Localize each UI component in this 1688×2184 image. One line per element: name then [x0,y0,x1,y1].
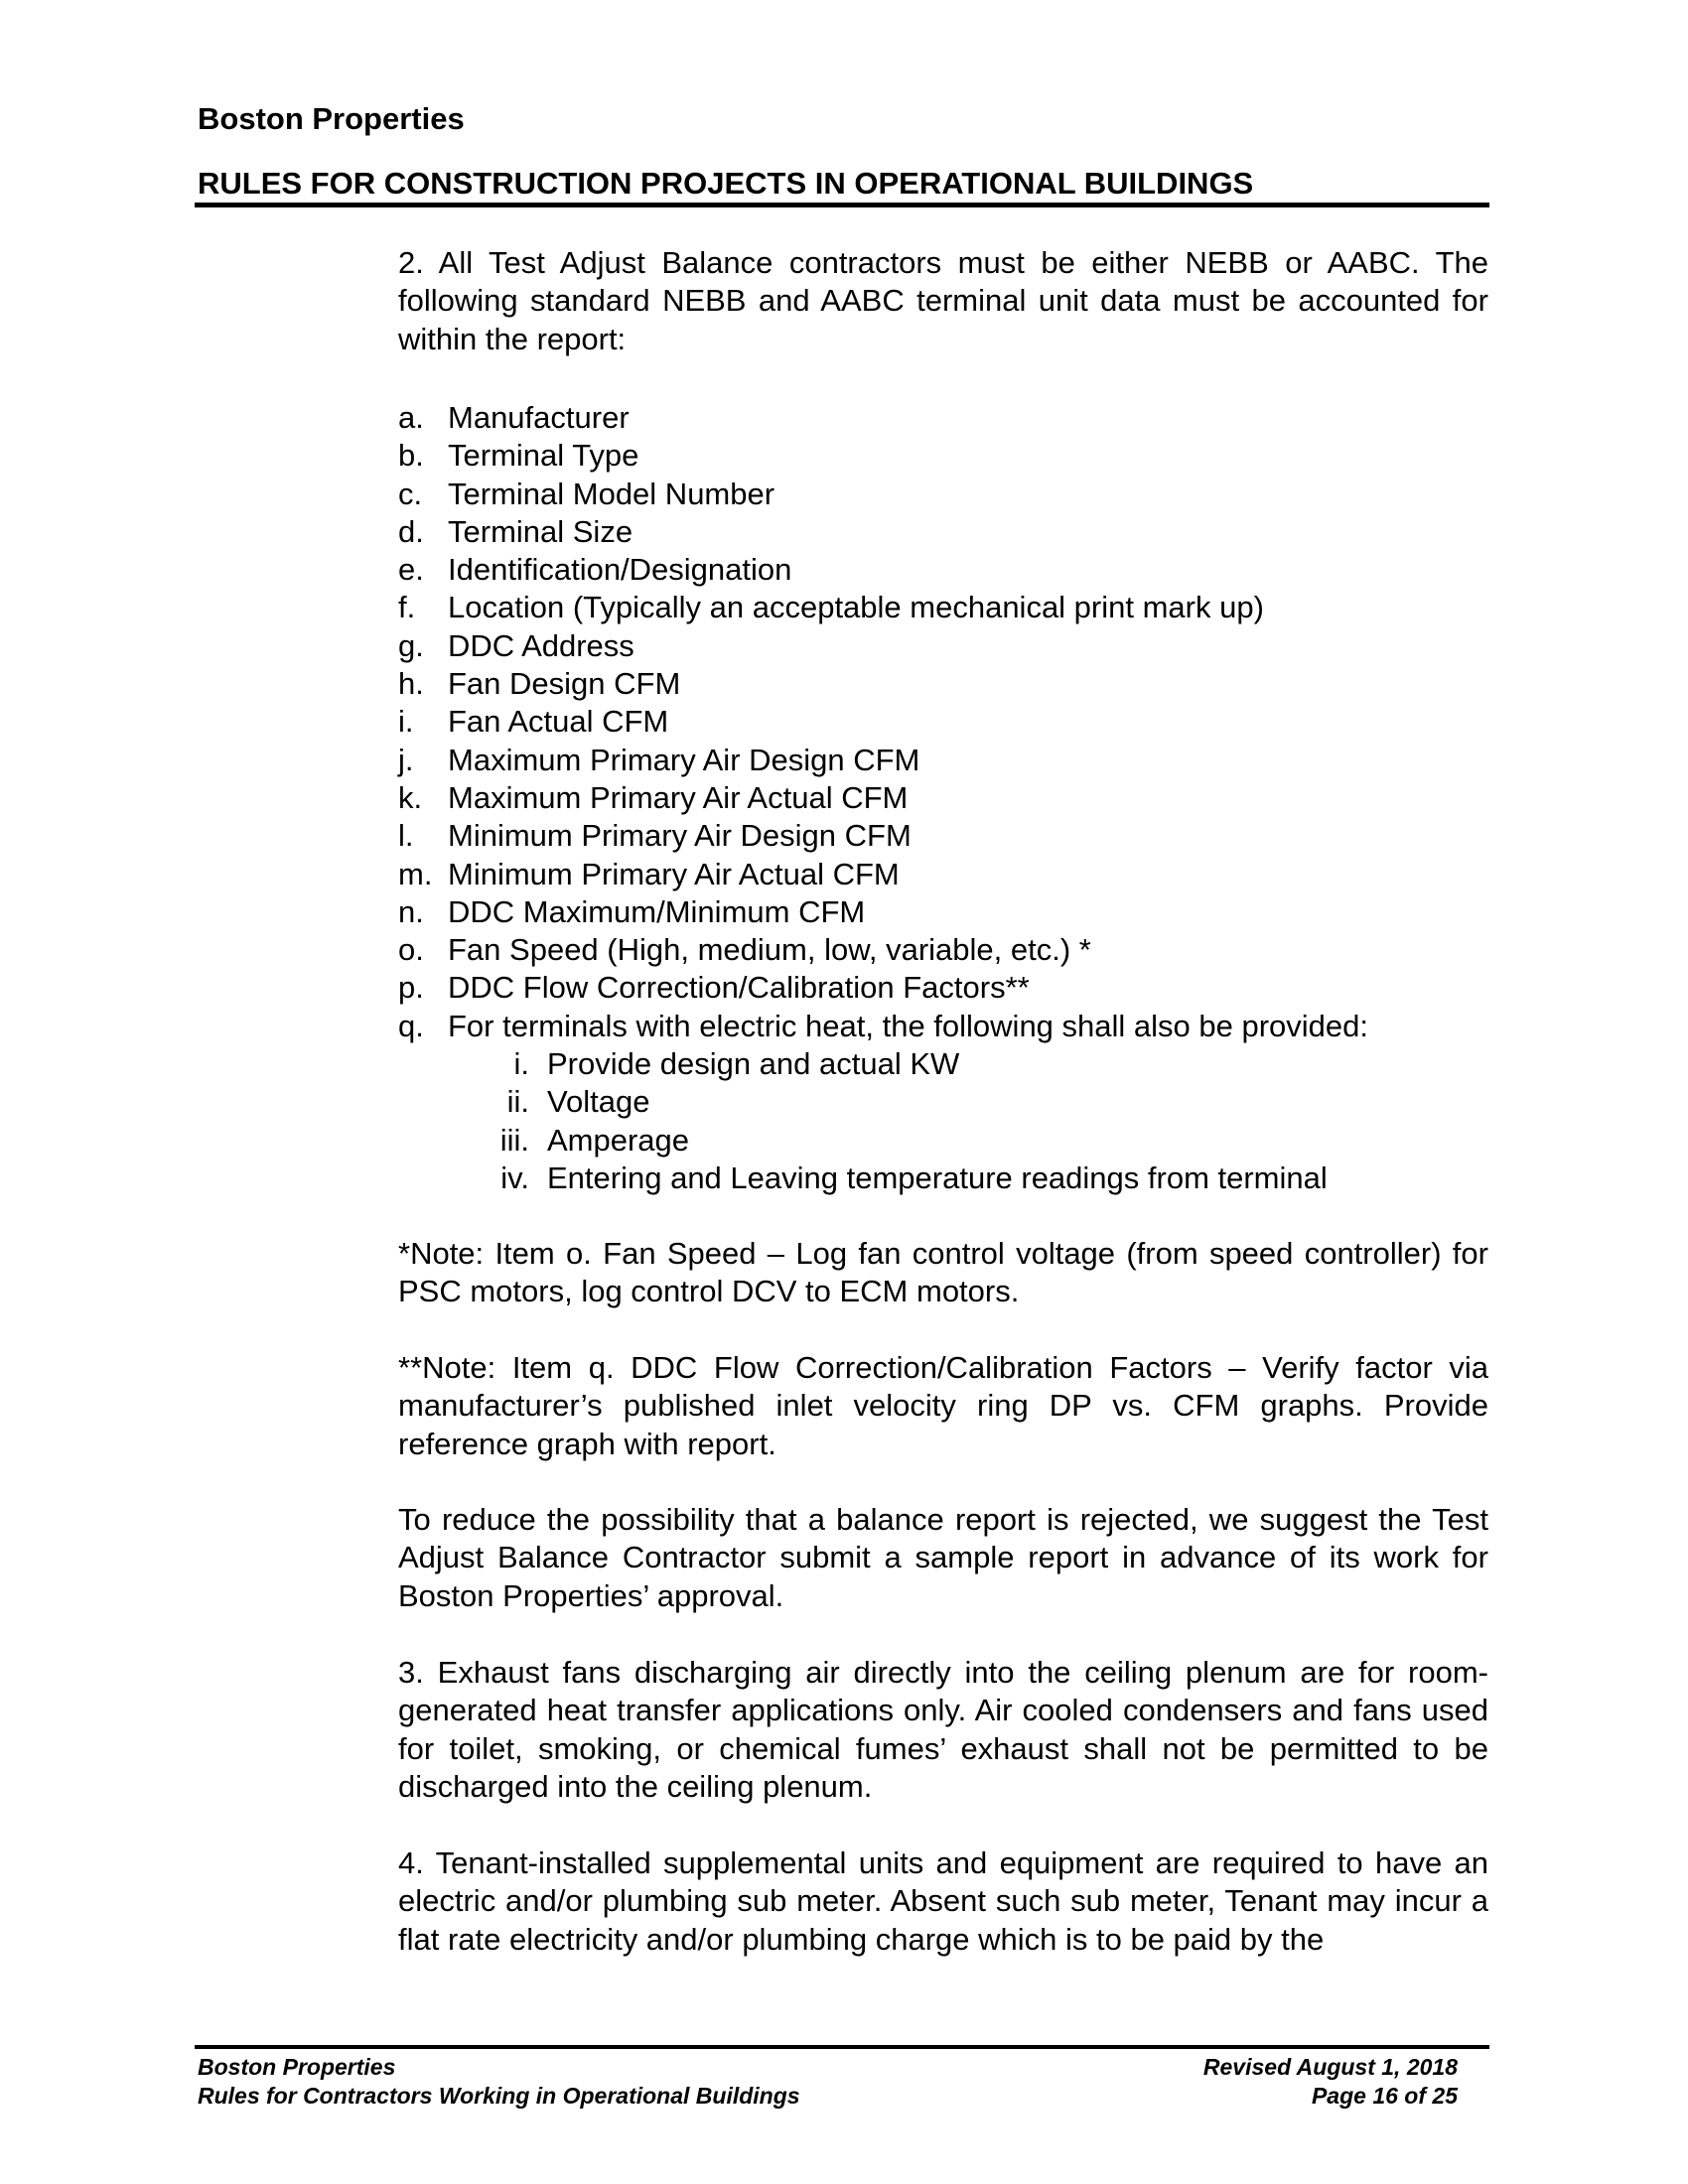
list-item-text: Fan Actual CFM [448,704,669,740]
list-item-label: d. [398,513,424,549]
list-item-text: Maximum Primary Air Design CFM [448,742,920,777]
list-item [398,817,1488,855]
sub-list-item-label: i. [513,1046,529,1082]
list-item-label: k. [398,779,423,815]
footer-doc-name: Rules for Contractors Working in Operational Buildings [198,2083,800,2109]
list-item [398,893,1488,931]
list-item [398,1008,1488,1045]
sub-list-item-text: Voltage [547,1084,650,1120]
list-item-text: Terminal Model Number [448,476,775,511]
sub-list-item [398,1045,1488,1083]
sub-list-item-text: Entering and Leaving temperature readings from terminal [547,1160,1328,1195]
list-item [398,779,1488,817]
sample-report-section [398,1501,1488,1615]
list-item-text: Minimum Primary Air Design CFM [448,818,912,854]
sub-list-item [398,1122,1488,1160]
intro-section [398,244,1488,358]
exhaust-fans-section [398,1654,1488,1806]
sub-meter-section [398,1844,1488,1959]
list-item-text: For terminals with electric heat, the following shall also be provided: [448,1008,1369,1043]
list-item [398,627,1488,665]
footer-page-number: Page 16 of 25 [1311,2083,1458,2109]
list-item-text: Minimum Primary Air Actual CFM [448,856,900,891]
sub-meter-paragraph: 4. Tenant-installed supplemental units and equipment are required to have an electric and/or plumbing sub meter. Absent such sub meter, Tenant may incur a flat rate electricity and/or plumbing charge which is to be paid by the [398,1845,1488,1957]
list-item-label: o. [398,932,424,968]
note2-section [398,1349,1488,1463]
sub-list-item [398,1160,1488,1197]
note1-section [398,1235,1488,1311]
list-item-text: Fan Speed (High, medium, low, variable, etc.) * [448,932,1091,968]
list-item-text: Terminal Type [448,438,639,474]
list-item-label: l. [398,818,414,854]
footer-company: Boston Properties [198,2054,396,2080]
sub-list-item-label: iv. [500,1160,529,1195]
list-item-label: j. [398,742,414,777]
footer-rule [195,2045,1489,2049]
list-item-text: Manufacturer [448,400,630,435]
list-item-label: q. [398,1008,424,1043]
list-item [398,703,1488,741]
list-item-label: b. [398,438,424,474]
list-item [398,399,1488,437]
list-item [398,969,1488,1007]
list-item-text: Location (Typically an acceptable mechanical print mark up) [448,590,1264,625]
list-item-text: Identification/Designation [448,552,792,588]
list-item-label: f. [398,590,416,625]
list-item-text: Terminal Size [448,513,633,549]
list-item-label: h. [398,666,424,702]
header-rule [195,203,1489,207]
list-item-label: c. [398,476,423,511]
sub-list-item [398,1083,1488,1121]
list-item [398,742,1488,779]
list-item-label: m. [398,856,433,891]
list-item-text: Maximum Primary Air Actual CFM [448,779,909,815]
list-item-label: e. [398,552,424,588]
sample-report-paragraph: To reduce the possibility that a balance report is rejected, we suggest the Test Adjust Balance Contractor submit a sample report in advance of its work for Boston Properties’ approval. [398,1502,1488,1613]
list-item [398,931,1488,969]
list-item [398,665,1488,703]
list-item-text: Fan Design CFM [448,666,681,702]
sub-list-item-text: Provide design and actual KW [547,1046,960,1082]
list-item-text: DDC Address [448,627,634,663]
list-item [398,551,1488,589]
header-company: Boston Properties [198,101,465,136]
intro-paragraph: 2. All Test Adjust Balance contractors must be either NEBB or AABC. The following standard NEBB and AABC terminal unit data must be accounted for within the report: [398,245,1488,356]
exhaust-fans-paragraph: 3. Exhaust fans discharging air directly into the ceiling plenum are for room-generated heat transfer applications only. Air cooled condensers and fans used for toilet, smoking, or chemical fumes’ exhaust shall not be permitted to be discharged into the ceiling plenum. [398,1655,1488,1804]
calibration-note: **Note: Item q. DDC Flow Correction/Calibration Factors – Verify factor via manufacturer’s published inlet velocity ring DP vs. CFM graphs. Provide reference graph with report. [398,1350,1488,1461]
list-item-label: i. [398,704,414,740]
header-title: RULES FOR CONSTRUCTION PROJECTS IN OPERATIONAL BUILDINGS [198,166,1254,201]
list-item-label: p. [398,970,424,1006]
footer-revised: Revised August 1, 2018 [1202,2054,1458,2080]
list-item [398,437,1488,475]
list-item-label: n. [398,893,424,929]
list-item-label: a. [398,400,424,435]
fan-speed-note: *Note: Item o. Fan Speed – Log fan control voltage (from speed controller) for PSC motors, log control DCV to ECM motors. [398,1236,1488,1309]
list-item-text: DDC Flow Correction/Calibration Factors** [448,970,1030,1006]
list-item [398,856,1488,893]
list-item [398,476,1488,513]
list-item [398,589,1488,626]
list-item [398,513,1488,551]
sub-list-item-label: iii. [499,1122,529,1158]
terminal-data-list [398,399,1488,1197]
list-item-text: DDC Maximum/Minimum CFM [448,893,866,929]
sub-list-item-text: Amperage [547,1122,690,1158]
sub-list-item-label: ii. [506,1084,529,1120]
list-item-label: g. [398,627,424,663]
